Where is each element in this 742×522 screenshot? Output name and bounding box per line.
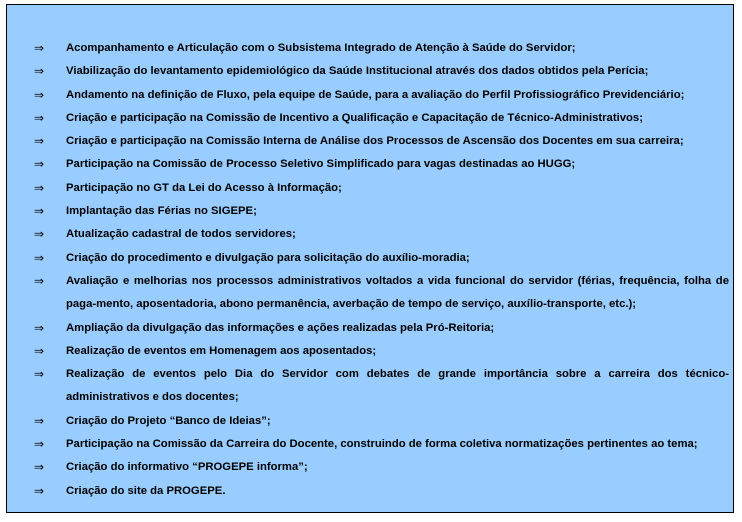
list-item-text: Andamento na definição de Fluxo, pela equipe de Saúde, para a avaliação do Perfil Profissiográfico Previdenciário; [66, 88, 685, 101]
double-arrow-right-icon: ⇒ [34, 273, 45, 288]
list-item [7, 84, 733, 107]
actions-panel [6, 4, 734, 513]
double-arrow-right-icon: ⇒ [34, 134, 45, 149]
list-item-text: Acompanhamento e Articulação com o Subsistema Integrado de Atenção à Saúde do Servidor; [66, 42, 576, 54]
list-item-text: Participação na Comissão da Carreira do Docente, construindo de forma coletiva normatizações pertinentes ao tema; [66, 438, 698, 451]
double-arrow-right-icon: ⇒ [34, 437, 45, 452]
list-item [7, 177, 733, 200]
double-arrow-right-icon: ⇒ [34, 41, 45, 55]
list-item-text: Ampliação da divulgação das informações e ações realizadas pela Pró-Reitoria; [66, 321, 495, 334]
double-arrow-right-icon: ⇒ [34, 250, 45, 265]
list-item [7, 363, 733, 410]
list-item [7, 270, 733, 317]
list-item [7, 200, 733, 223]
list-item [7, 37, 733, 60]
actions-list [7, 37, 733, 503]
double-arrow-right-icon: ⇒ [34, 180, 45, 195]
list-item [7, 480, 733, 503]
list-item-text: Criação do site da PROGEPE. [66, 484, 226, 497]
double-arrow-right-icon: ⇒ [34, 157, 45, 172]
list-item-text: Viabilização do levantamento epidemiológico da Saúde Institucional através dos dados obtidos pela Perícia; [66, 65, 649, 78]
list-item [7, 130, 733, 153]
double-arrow-right-icon: ⇒ [34, 460, 45, 475]
double-arrow-right-icon: ⇒ [34, 483, 45, 498]
list-item-text: Participação no GT da Lei do Acesso à Informação; [66, 181, 342, 194]
double-arrow-right-icon: ⇒ [34, 413, 45, 428]
list-item-text: Criação e participação na Comissão Interna de Análise dos Processos de Ascensão dos Docentes em sua carreira; [66, 135, 684, 148]
list-item [7, 410, 733, 433]
list-item-text: Implantação das Férias no SIGEPE; [66, 205, 257, 218]
double-arrow-right-icon: ⇒ [34, 320, 45, 335]
list-item [7, 340, 733, 363]
list-item-text: Realização de eventos em Homenagem aos aposentados; [66, 344, 377, 357]
double-arrow-right-icon: ⇒ [34, 110, 45, 125]
list-item [7, 433, 733, 456]
list-item [7, 456, 733, 479]
list-item [7, 107, 733, 130]
list-item [7, 153, 733, 176]
list-item [7, 60, 733, 83]
list-item [7, 317, 733, 340]
list-item-text: Criação do Projeto “Banco de Ideias”; [66, 414, 271, 427]
list-item [7, 223, 733, 246]
list-item [7, 247, 733, 270]
list-item-text: Realização de eventos pelo Dia do Servidor com debates de grande importância sobre a carreira dos técnico-administrativos e dos docentes; [66, 368, 729, 404]
list-item-text: Atualização cadastral de todos servidores; [66, 228, 296, 241]
double-arrow-right-icon: ⇒ [34, 227, 45, 242]
double-arrow-right-icon: ⇒ [34, 367, 45, 382]
double-arrow-right-icon: ⇒ [34, 87, 45, 102]
double-arrow-right-icon: ⇒ [34, 204, 45, 219]
list-item-text: Criação e participação na Comissão de Incentivo a Qualificação e Capacitação de Técnico-Administrativos; [66, 111, 643, 124]
double-arrow-right-icon: ⇒ [34, 343, 45, 358]
list-item-text: Avaliação e melhorias nos processos administrativos voltados a vida funcional do servidor (férias, frequência, folha de paga-mento, aposentadoria, abono permanência, averbação de tempo de serviço, auxílio-transporte, etc.); [66, 274, 729, 311]
list-item-text: Participação na Comissão de Processo Seletivo Simplificado para vagas destinadas ao HUGG; [66, 158, 576, 171]
list-item-text: Criação do informativo “PROGEPE informa”; [66, 461, 308, 474]
double-arrow-right-icon: ⇒ [34, 64, 45, 79]
list-item-text: Criação do procedimento e divulgação para solicitação do auxílio-moradia; [66, 251, 470, 264]
